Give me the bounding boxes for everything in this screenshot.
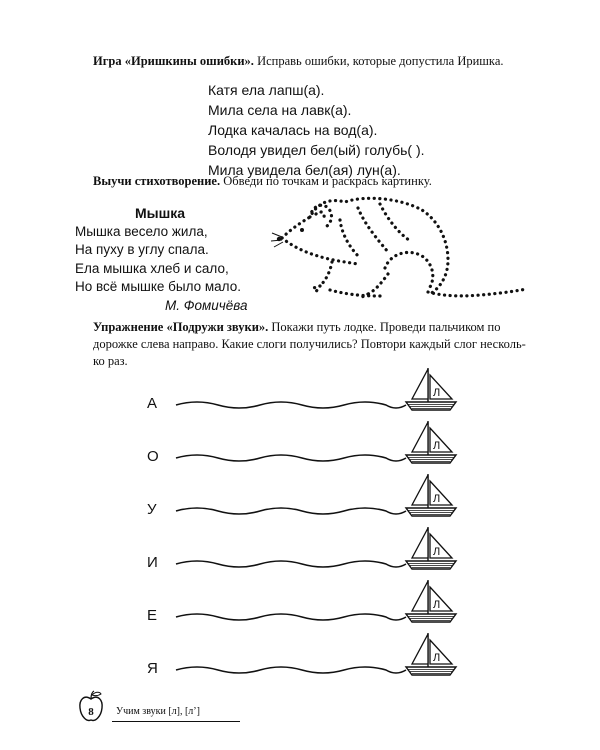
sail-letter: Л	[433, 493, 441, 505]
wavy-line	[176, 455, 406, 461]
task2-text: Обведи по точкам и раскрась картинку.	[220, 174, 432, 188]
task1-title: Игра «Иришкины ошибки».	[93, 54, 254, 68]
wave-path-4	[170, 524, 470, 580]
sentence-2: Мила села на лавк(а).	[208, 102, 352, 118]
poem-line-4: Но всё мышке было мало.	[75, 279, 241, 294]
task1-heading	[93, 53, 533, 70]
wave-path-1	[170, 365, 470, 421]
task3-heading	[93, 319, 541, 370]
sentence-3: Лодка качалась на вод(а).	[208, 122, 378, 138]
poem-author: М. Фомичёва	[165, 297, 248, 313]
footer-rule	[112, 721, 240, 722]
boat-icon	[406, 474, 456, 516]
poem-line-2: На пуху в углу спала.	[75, 242, 209, 257]
poem-line-3: Ела мышка хлеб и сало,	[75, 260, 229, 276]
boat-icon	[406, 527, 456, 569]
wave-path-3	[170, 471, 470, 527]
wavy-line	[176, 402, 406, 408]
vowel-3: У	[147, 501, 157, 518]
task3-title: Упражнение «Подружи звуки».	[93, 320, 269, 334]
sail-letter: Л	[433, 440, 441, 452]
footer-text: Учим звуки [л], [л’]	[116, 706, 200, 717]
vowel-6: Я	[147, 660, 158, 677]
page-number: 8	[88, 706, 94, 718]
vowel-4: И	[147, 554, 158, 571]
boat-icon	[406, 421, 456, 463]
wave-path-5	[170, 577, 470, 633]
boat-icon	[406, 580, 456, 622]
sentence-5: Мила увидела бел(ая) лун(а).	[208, 162, 401, 178]
wavy-line	[176, 667, 406, 673]
task3-text-line3: ко раз.	[93, 354, 128, 368]
poem-line-1: Мышка весело жила,	[75, 223, 208, 239]
wavy-line	[176, 614, 406, 620]
sail-letter: Л	[433, 652, 441, 664]
dotted-mouse-picture	[270, 190, 535, 310]
boat-icon	[406, 633, 456, 675]
poem	[75, 204, 248, 315]
wavy-line	[176, 561, 406, 567]
wave-path-2	[170, 418, 470, 474]
task3-text-line2: дорожке слева направо. Какие слоги получились? Повтори каждый слог несколь-	[93, 337, 526, 351]
sail-letter: Л	[433, 599, 441, 611]
sentence-1: Катя ела лапш(а).	[208, 82, 325, 98]
sail-letter: Л	[433, 387, 441, 399]
task1-text: Исправь ошибки, которые допустила Иришка.	[253, 54, 504, 68]
wave-path-6	[170, 630, 470, 686]
boat-icon	[406, 368, 456, 410]
vowel-1: А	[147, 395, 158, 412]
wavy-line	[176, 508, 406, 514]
poem-title: Мышка	[135, 205, 186, 221]
vowel-5: Е	[147, 607, 158, 624]
task1-sentences	[208, 80, 425, 180]
task2-title: Выучи стихотворение.	[93, 174, 221, 188]
sentence-4: Володя увидел бел(ый) голубь( ).	[208, 142, 425, 158]
vowel-2: О	[147, 448, 159, 465]
sail-letter: Л	[433, 546, 441, 558]
task3-text-line1: Покажи путь лодке. Проведи пальчиком по	[268, 320, 501, 334]
task2-heading	[93, 173, 533, 190]
